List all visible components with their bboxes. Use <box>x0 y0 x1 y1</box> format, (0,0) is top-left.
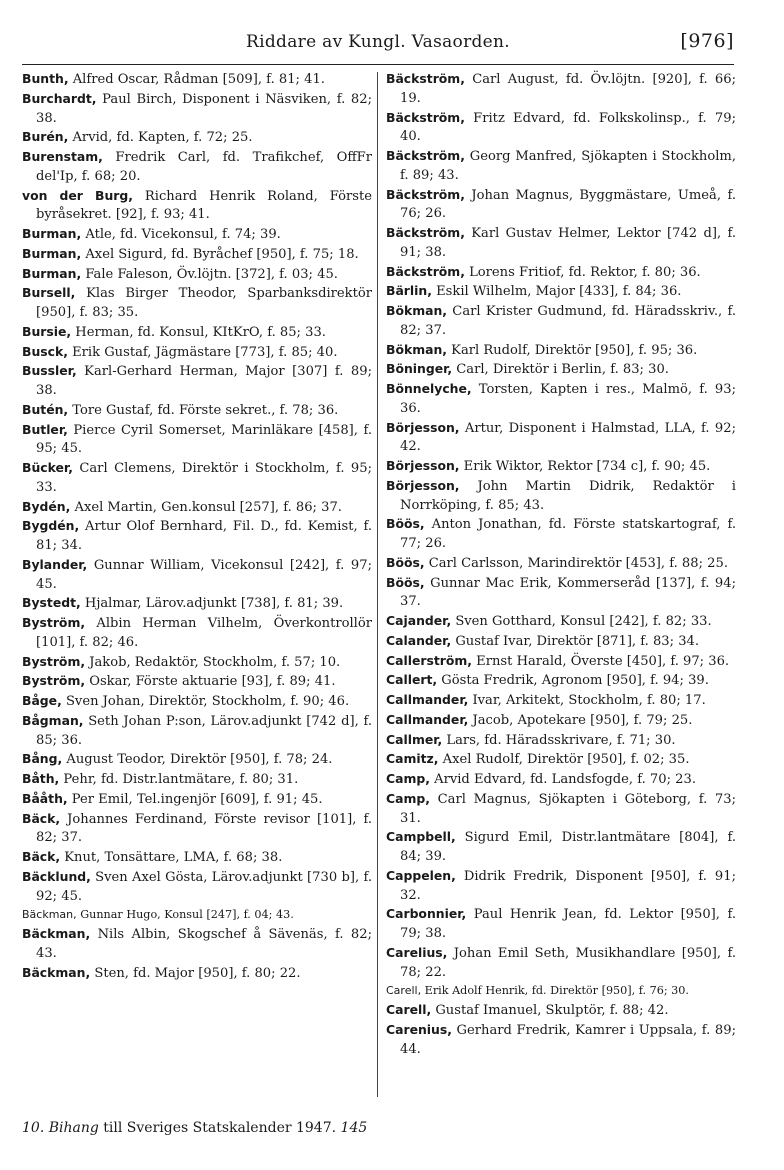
entry-details: Herman, fd. Konsul, KItKrO, f. 85; 33. <box>71 324 326 340</box>
entry-surname: Bäck, <box>22 810 61 826</box>
page-header <box>22 28 734 62</box>
entry-details: Johannes Ferdinand, Förste revisor [101], f. 82; 37. <box>36 811 372 846</box>
entry-details: Albin Herman Vilhelm, Överkontrollör [101], f. 82; 46. <box>36 616 372 650</box>
register-entry <box>386 828 736 867</box>
entry-surname: Burman, <box>22 226 82 241</box>
entry-details: Lorens Fritiof, fd. Rektor, f. 80; 36. <box>464 264 701 280</box>
entry-details: Artur Olof Bernhard, Fil. D., fd. Kemist, f. 81; 34. <box>36 519 372 553</box>
register-entry <box>22 323 372 343</box>
entry-details: Jakob, Redaktör, Stockholm, f. 57; 10. <box>85 654 341 670</box>
entry-details: Torsten, Kapten i res., Malmö, f. 93; 36. <box>400 382 736 416</box>
entry-surname: Bäckström, <box>386 186 465 202</box>
entry-surname: Carbonnier, <box>386 906 467 922</box>
entry-surname: Bäckström, <box>386 263 465 279</box>
footer-book-title: Bihang <box>48 1120 99 1136</box>
entry-details: Sigurd Emil, Distr.lantmätare [804], f. 84; 39. <box>400 830 736 864</box>
footer-publication: till Sveriges Statskalender 1947. <box>98 1120 337 1136</box>
page-footer <box>22 1120 734 1136</box>
entry-surname: Carenius, <box>386 1021 452 1037</box>
entry-details: Oskar, Förste aktuarie [93], f. 89; 41. <box>85 674 336 690</box>
register-entry <box>22 868 372 907</box>
entry-surname: Bågman, <box>22 712 84 728</box>
entry-details: Pehr, fd. Distr.lantmätare, f. 80; 31. <box>59 772 299 787</box>
register-entry <box>386 750 736 770</box>
register-entry <box>386 1001 736 1021</box>
register-entry <box>22 653 372 673</box>
entry-details: Gunnar Mac Erik, Kommerseråd [137], f. 94; 37. <box>400 575 736 610</box>
register-entry <box>386 790 736 829</box>
entry-surname: Bäck, <box>22 849 61 864</box>
register-entry <box>386 731 736 751</box>
register-entry <box>386 70 736 109</box>
entry-surname: Bökman, <box>386 303 447 318</box>
register-entry <box>386 770 736 790</box>
entry-surname: Carelius, <box>386 944 448 960</box>
register-entry <box>22 148 372 187</box>
entry-surname: Butler, <box>22 421 68 437</box>
entry-details: Hjalmar, Lärov.adjunkt [738], f. 81; 39. <box>80 596 344 612</box>
entry-surname: Busck, <box>22 343 68 359</box>
entry-details: Carl Krister Gudmund, fd. Häradsskriv., f. 82; 37. <box>400 304 736 338</box>
entry-details: Ivar, Arkitekt, Stockholm, f. 80; 17. <box>468 693 706 708</box>
entry-details: Georg Manfred, Sjökapten i Stockholm, f. 89; 43. <box>400 149 736 183</box>
entry-surname: Bäckman, <box>22 964 91 980</box>
register-entry <box>386 224 736 263</box>
entry-surname: Bylander, <box>22 556 88 572</box>
column-divider <box>377 72 378 1097</box>
register-entry <box>22 90 372 129</box>
entry-details: August Teodor, Direktör [950], f. 78; 24. <box>62 752 333 768</box>
entry-surname: Börjesson, <box>386 477 460 493</box>
register-entry <box>386 302 736 341</box>
register-entry <box>22 750 372 770</box>
entry-surname: Burman, <box>22 245 82 261</box>
register-entry <box>22 964 372 984</box>
register-entry <box>22 925 372 964</box>
entry-details: Fale Faleson, Öv.löjtn. [372], f. 03; 45. <box>81 266 338 282</box>
register-entry <box>386 574 736 613</box>
entry-surname: Burchardt, <box>22 90 97 106</box>
register-entry <box>386 515 736 554</box>
register-entry <box>386 263 736 283</box>
register-entry <box>386 982 736 1001</box>
register-entry <box>386 554 736 574</box>
entry-details: Seth Johan P:son, Lärov.adjunkt [742 d], f. 85; 36. <box>36 713 372 748</box>
entry-details: Paul Birch, Disponent i Näsviken, f. 82; 38. <box>36 91 372 126</box>
entry-surname: Båge, <box>22 693 62 708</box>
header-rule <box>22 64 734 65</box>
register-entry <box>22 498 372 518</box>
register-entry <box>386 282 736 302</box>
entry-details: Pierce Cyril Somerset, Marinläkare [458], f. 95; 45. <box>36 422 372 457</box>
entry-surname: Bäckman, <box>22 908 77 922</box>
entry-details: Carl Clemens, Direktör i Stockholm, f. 95; 33. <box>36 461 372 495</box>
entry-surname: Callerström, <box>386 652 473 668</box>
entry-details: Johan Magnus, Byggmästare, Umeå, f. 76; 26. <box>400 187 736 222</box>
entry-details: Carl Carlsson, Marindirektör [453], f. 88; 25. <box>424 555 728 571</box>
register-entry <box>22 128 372 148</box>
entry-details: Karl-Gerhard Herman, Major [307] f. 89; 38. <box>36 364 372 398</box>
entry-details: Gösta Fredrik, Agronom [950], f. 94; 39. <box>437 673 709 689</box>
entry-surname: Böös, <box>386 574 425 590</box>
entry-details: Erik Gustaf, Jägmästare [773], f. 85; 40. <box>67 344 338 360</box>
entry-details: Eskil Wilhelm, Major [433], f. 84; 36. <box>431 284 682 300</box>
entry-details: Sven Gotthard, Konsul [242], f. 82; 33. <box>451 614 712 629</box>
entry-surname: Butén, <box>22 401 69 417</box>
entry-surname: Bång, <box>22 751 63 767</box>
register-entry <box>22 790 372 810</box>
register-entry <box>22 692 372 712</box>
entry-details: Gunnar William, Vicekonsul [242], f. 97; 45. <box>36 557 372 592</box>
entry-details: Klas Birger Theodor, Sparbanksdirektör [950], f. 83; 35. <box>36 286 372 320</box>
entry-surname: Burén, <box>22 129 69 145</box>
entry-surname: Böös, <box>386 554 425 570</box>
entry-details: Artur, Disponent i Halmstad, LLA, f. 92; 42. <box>400 420 736 455</box>
entry-details: Richard Henrik Roland, Förste byråsekret. [92], f. 93; 41. <box>36 188 372 223</box>
register-entry <box>22 284 372 323</box>
entry-details: Sven Axel Gösta, Lärov.adjunkt [730 b], f. 92; 45. <box>36 869 372 904</box>
entry-surname: Callmer, <box>386 731 443 747</box>
register-entry <box>386 360 736 380</box>
entry-surname: Bäcklund, <box>22 868 91 884</box>
entry-surname: Bussler, <box>22 363 77 379</box>
entry-surname: Bücker, <box>22 460 73 475</box>
register-entry <box>22 421 372 460</box>
entry-details: Jacob, Apotekare [950], f. 79; 25. <box>468 712 693 728</box>
register-entry <box>386 652 736 672</box>
entry-details: Paul Henrik Jean, fd. Lektor [950], f. 79; 38. <box>400 907 736 941</box>
entry-details: Erik Adolf Henrik, fd. Direktör [950], f. 76; 30. <box>421 984 689 998</box>
entry-surname: Camp, <box>386 771 430 786</box>
entry-details: John Martin Didrik, Redaktör i Norrköping, f. 85; 43. <box>400 478 736 513</box>
entry-details: Sven Johan, Direktör, Stockholm, f. 90; 46. <box>61 694 350 709</box>
register-columns <box>22 70 734 1100</box>
entry-details: Karl Rudolf, Direktör [950], f. 95; 36. <box>447 342 698 358</box>
entry-surname: Callmander, <box>386 711 469 727</box>
register-entry <box>386 671 736 691</box>
right-column <box>386 70 736 1059</box>
register-entry <box>386 711 736 731</box>
entry-surname: Cappelen, <box>386 867 456 883</box>
register-entry <box>22 517 372 556</box>
page-number: [976] <box>680 30 734 52</box>
entry-surname: Börjesson, <box>386 458 460 473</box>
entry-details: Gunnar Hugo, Konsul [247], f. 04; 43. <box>76 908 294 922</box>
register-entry <box>386 341 736 361</box>
entry-details: Knut, Tonsättare, LMA, f. 68; 38. <box>60 850 283 865</box>
register-entry <box>22 70 372 90</box>
register-entry <box>386 867 736 906</box>
entry-details: Anton Jonathan, fd. Förste statskartograf, f. 77; 26. <box>400 517 736 551</box>
register-entry <box>22 848 372 868</box>
entry-surname: Carell, <box>386 984 422 998</box>
entry-details: Carl Magnus, Sjökapten i Göteborg, f. 73; 31. <box>400 791 736 826</box>
register-entry <box>386 419 736 458</box>
entry-surname: Byström, <box>22 653 86 669</box>
register-entry <box>386 147 736 186</box>
entry-details: Carl August, fd. Öv.löjtn. [920], f. 66; 19. <box>400 72 736 106</box>
register-entry <box>22 614 372 653</box>
register-entry <box>22 245 372 265</box>
footer-page-number: 145 <box>340 1120 368 1136</box>
register-entry <box>386 905 736 944</box>
register-entry <box>22 906 372 925</box>
entry-details: Fredrik Carl, fd. Trafikchef, OffFr del'Ip, f. 68; 20. <box>36 150 372 184</box>
entry-details: Lars, fd. Häradsskrivare, f. 71; 30. <box>442 732 676 748</box>
entry-details: Atle, fd. Vicekonsul, f. 74; 39. <box>81 227 281 242</box>
register-entry <box>386 477 736 516</box>
register-entry <box>386 109 736 148</box>
entry-surname: Bursie, <box>22 323 72 339</box>
entry-surname: Bystedt, <box>22 595 81 611</box>
entry-surname: Burman, <box>22 265 82 281</box>
entry-surname: Bönnelyche, <box>386 381 472 396</box>
entry-details: Arvid Edvard, fd. Landsfogde, f. 70; 23. <box>429 772 696 787</box>
register-entry <box>22 594 372 614</box>
entry-surname: Böninger, <box>386 361 453 377</box>
entry-surname: Bunth, <box>22 71 69 86</box>
entry-details: Gerhard Fredrik, Kamrer i Uppsala, f. 89; 44. <box>400 1022 736 1057</box>
entry-surname: Böös, <box>386 516 425 532</box>
entry-surname: Börjesson, <box>386 419 460 435</box>
entry-surname: Burenstam, <box>22 149 103 164</box>
entry-surname: Bäckman, <box>22 926 91 941</box>
entry-surname: Camp, <box>386 790 430 806</box>
register-entry <box>22 810 372 849</box>
entry-details: Nils Albin, Skogschef å Sävenäs, f. 82; 43. <box>36 927 372 961</box>
entry-surname: Bäckström, <box>386 225 465 240</box>
entry-surname: Camitz, <box>386 751 439 767</box>
entry-details: Axel Rudolf, Direktör [950], f. 02; 35. <box>438 752 690 768</box>
register-entry <box>386 612 736 632</box>
register-entry <box>22 712 372 751</box>
entry-surname: Calander, <box>386 632 452 648</box>
entry-details: Didrik Fredrik, Disponent [950], f. 91; 32. <box>400 868 736 903</box>
register-entry <box>386 1021 736 1060</box>
entry-details: Ernst Harald, Överste [450], f. 97; 36. <box>472 653 730 669</box>
register-entry <box>22 362 372 401</box>
register-entry <box>22 672 372 692</box>
register-entry <box>386 691 736 711</box>
entry-surname: Byström, <box>22 615 86 630</box>
register-entry <box>386 457 736 477</box>
register-entry <box>22 343 372 363</box>
entry-details: Karl Gustav Helmer, Lektor [742 d], f. 91; 38. <box>400 226 736 260</box>
register-entry <box>386 632 736 652</box>
entry-surname: Carell, <box>386 1002 432 1017</box>
entry-details: Axel Martin, Gen.konsul [257], f. 86; 37. <box>70 499 342 515</box>
register-entry <box>386 186 736 225</box>
entry-surname: von der Burg, <box>22 187 133 203</box>
register-entry <box>22 459 372 498</box>
register-entry <box>22 556 372 595</box>
entry-details: Carl, Direktör i Berlin, f. 83; 30. <box>452 362 669 378</box>
register-entry <box>22 265 372 285</box>
entry-details: Gustaf Ivar, Direktör [871], f. 83; 34. <box>451 633 700 649</box>
entry-details: Johan Emil Seth, Musikhandlare [950], f. 78; 22. <box>400 945 736 980</box>
register-entry <box>386 380 736 419</box>
entry-details: Axel Sigurd, fd. Byråchef [950], f. 75; 18. <box>81 246 359 262</box>
entry-details: Tore Gustaf, fd. Förste sekret., f. 78; 36. <box>68 402 339 418</box>
entry-details: Erik Wiktor, Rektor [734 c], f. 90; 45. <box>459 459 711 474</box>
left-column <box>22 70 372 983</box>
entry-surname: Bydén, <box>22 498 71 514</box>
footer-number: 10. <box>22 1120 45 1136</box>
entry-surname: Cajander, <box>386 613 452 628</box>
entry-surname: Bursell, <box>22 285 76 301</box>
entry-surname: Callmander, <box>386 692 469 707</box>
entry-surname: Callert, <box>386 672 438 688</box>
entry-surname: Bygdén, <box>22 518 80 534</box>
register-entry <box>22 225 372 245</box>
register-entry <box>22 187 372 226</box>
entry-details: Fritz Edvard, fd. Folkskolinsp., f. 79; 40. <box>400 110 736 145</box>
entry-surname: Bäckström, <box>386 109 465 125</box>
register-entry <box>22 401 372 421</box>
register-entry <box>386 944 736 983</box>
entry-surname: Byström, <box>22 673 86 689</box>
entry-surname: Bärlin, <box>386 283 432 299</box>
running-head-title: Riddare av Kungl. Vasaorden. <box>246 32 510 52</box>
entry-surname: Campbell, <box>386 829 456 845</box>
entry-surname: Bökman, <box>386 341 447 357</box>
entry-surname: Bäckström, <box>386 71 465 86</box>
entry-details: Gustaf Imanuel, Skulptör, f. 88; 42. <box>431 1003 669 1018</box>
register-entry <box>22 770 372 790</box>
entry-details: Per Emil, Tel.ingenjör [609], f. 91; 45. <box>67 791 323 807</box>
entry-details: Sten, fd. Major [950], f. 80; 22. <box>90 965 301 981</box>
entry-surname: Bäckström, <box>386 148 465 163</box>
entry-details: Arvid, fd. Kapten, f. 72; 25. <box>68 130 253 146</box>
entry-details: Alfred Oscar, Rådman [509], f. 81; 41. <box>68 72 325 87</box>
entry-surname: Båth, <box>22 771 60 786</box>
entry-surname: Bååth, <box>22 790 68 806</box>
